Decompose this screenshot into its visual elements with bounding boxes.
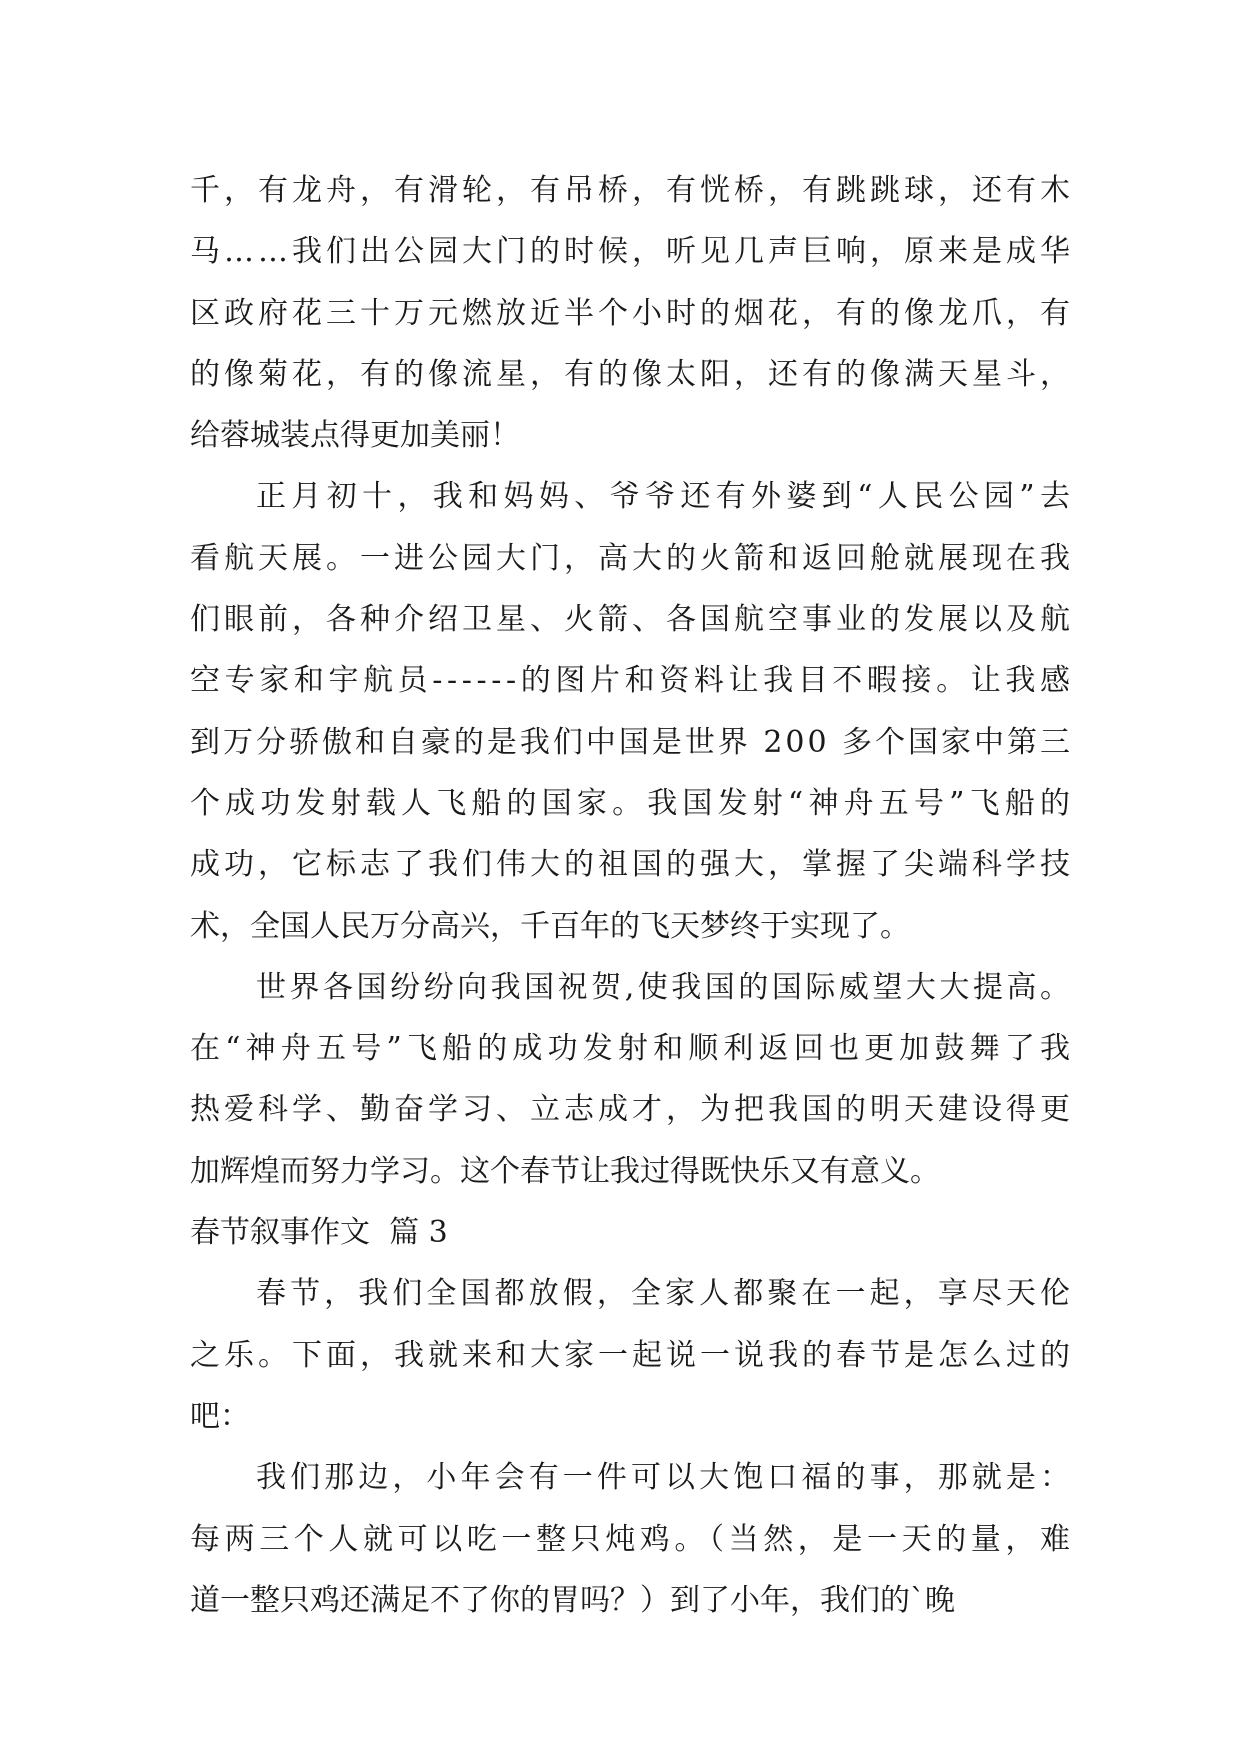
text-line: 马……我们出公园大门的时候，听见几声巨响，原来是成华 [190,234,1074,270]
text-line: 到万分骄傲和自豪的是我们中国是世界 200 多个国家中第三 [190,724,1073,760]
text-line: 加辉煌而努力学习。这个春节让我过得既快乐又有意义。 [190,1153,940,1189]
text-line: 个成功发射载人飞船的国家。我国发射“神舟五号”飞船的 [190,785,1076,821]
text-line: 术，全国人民万分高兴，千百年的飞天梦终于实现了。 [190,908,910,944]
paragraph-first-line: 我们那边，小年会有一件可以大饱口福的事，那就是： [256,1460,1075,1496]
text-line: 吧： [190,1398,250,1434]
text-line: 道一整只鸡还满足不了你的胃吗？）到了小年，我们的`晚 [190,1582,955,1618]
text-line: 的像菊花，有的像流星，有的像太阳，还有的像满天星斗， [190,356,1074,392]
text-line: 千，有龙舟，有滑轮，有吊桥，有恍桥，有跳跳球，还有木 [190,173,1074,208]
text-line: 热爱科学、勤奋学习、立志成才，为把我国的明天建设得更 [190,1092,1074,1128]
text-line: 在“神舟五号”飞船的成功发射和顺利返回也更加鼓舞了我 [190,1031,1076,1067]
text-line: 成功，它标志了我们伟大的祖国的强大，掌握了尖端科学技 [190,847,1074,883]
document-body [190,160,1076,1631]
text-line: 给蓉城装点得更加美丽！ [190,418,520,454]
text-line: 空专家和宇航员------的图片和资料让我目不暇接。让我感 [190,663,1075,699]
text-line: 看航天展。一进公园大门，高大的火箭和返回舱就展现在我 [190,540,1074,576]
paragraph-first-line: 春节，我们全国都放假，全家人都聚在一起，享尽天伦 [256,1276,1075,1312]
text-line: 之乐。下面，我就来和大家一起说一说我的春节是怎么过的 [190,1337,1074,1373]
article-heading: 春节叙事作文 篇 3 [190,1215,448,1251]
text-line: 们眼前，各种介绍卫星、火箭、各国航空事业的发展以及航 [190,602,1074,638]
text-line: 每两三个人就可以吃一整只炖鸡。（当然，是一天的量，难 [190,1521,1075,1557]
paragraph-first-line: 世界各国纷纷向我国祝贺,使我国的国际威望大大提高。 [256,969,1074,1005]
paragraph-first-line: 正月初十，我和妈妈、爷爷还有外婆到“人民公园”去 [256,479,1076,515]
text-line: 区政府花三十万元燃放近半个小时的烟花，有的像龙爪，有 [190,295,1074,331]
